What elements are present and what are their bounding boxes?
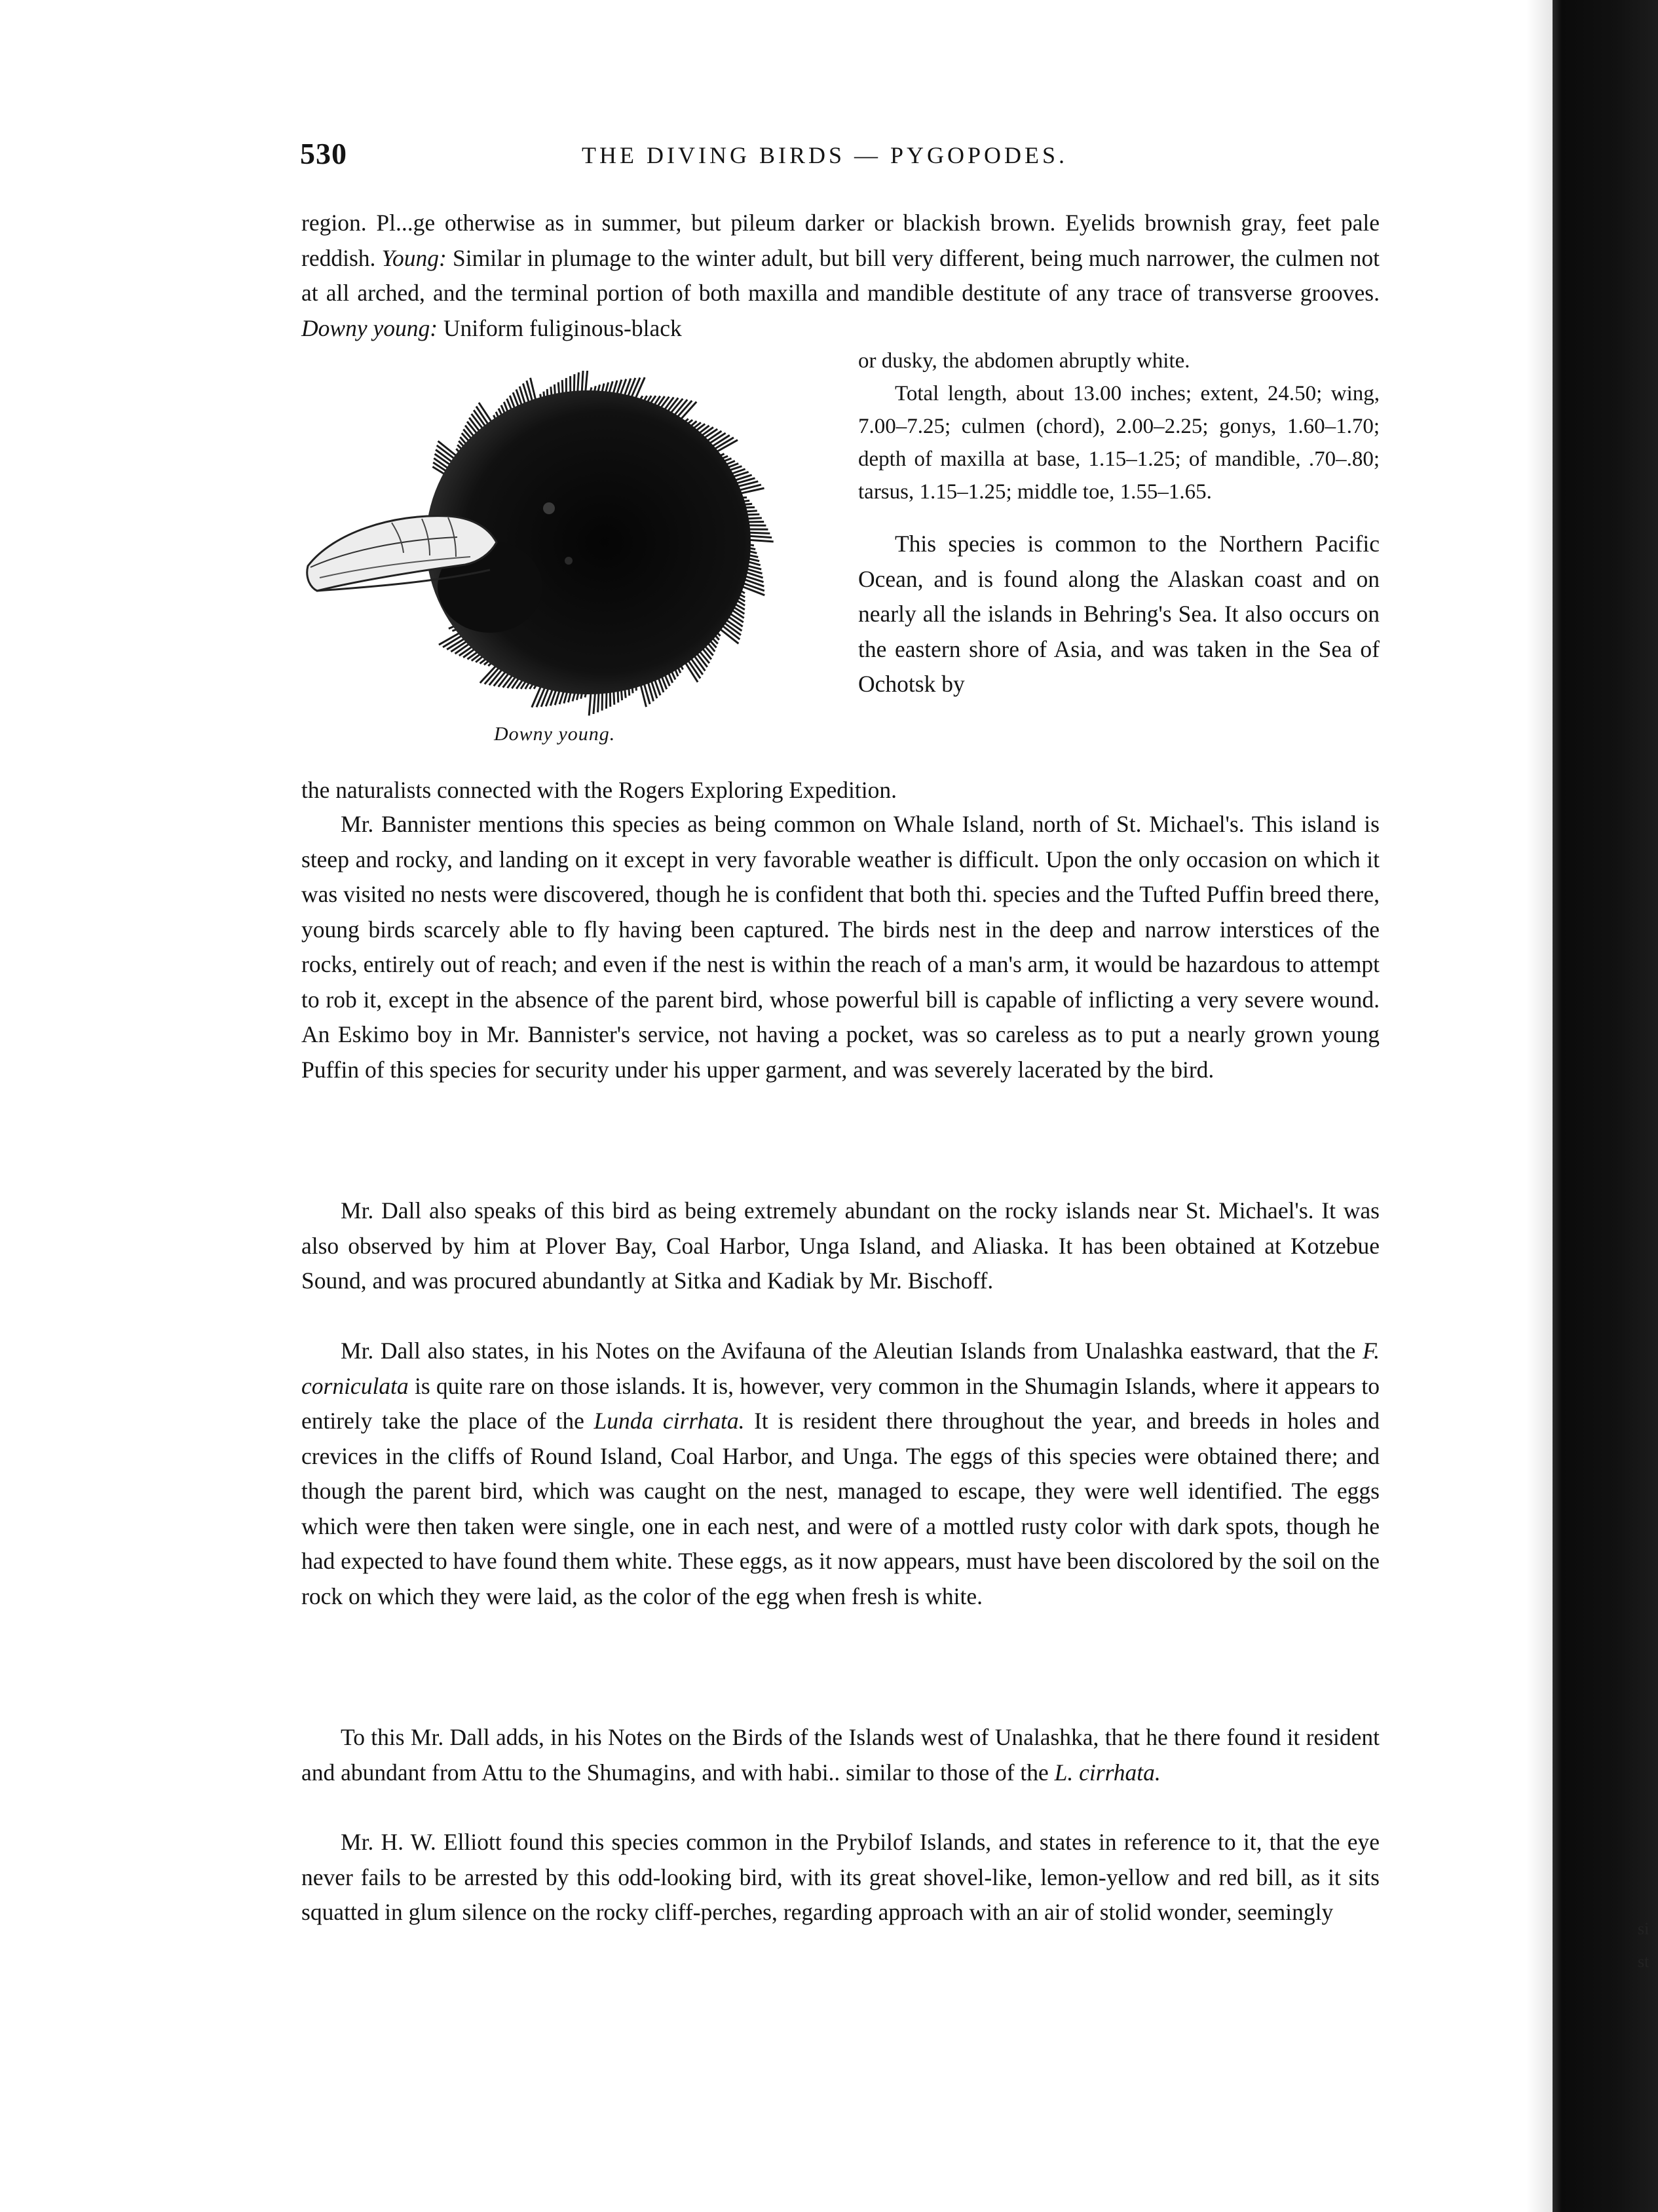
species-name: L. cirrhata. xyxy=(1054,1759,1161,1786)
distribution-end-line: the naturalists connected with the Rogers Exploring Expedition. xyxy=(301,777,897,803)
description-text: region. Pl...ge otherwise as in summer, but pileum darker or blackish brown. Eyelids brownish gray, feet pale reddish. xyxy=(301,210,1380,271)
downy-text: Uniform fuliginous-black xyxy=(438,314,682,341)
dall-paragraph-3 xyxy=(301,1720,1380,1790)
page-shadow xyxy=(1526,0,1553,2212)
dall2-text-b: is quite rare on those islands. It is, however, very common in the Shumagin Islands, where it appears to entirely take the place of the xyxy=(301,1372,1380,1434)
downy-young-figure xyxy=(293,371,811,764)
young-text: Similar in plumage to the winter adult, but bill very different, being much narrower, the culmen not at all arched, and the terminal portion of both maxilla and mandible destitute of any trace of transverse grooves. xyxy=(301,244,1380,306)
bleed-line: st xyxy=(1638,1952,1649,1971)
dall2-text-c: It is resident there throughout the year, and breeds in holes and crevices in the cliffs of Round Island, Coal Harbor, and Unga. The eggs of this species were obtained there; and though the parent bird, which was caught on the nest, managed to escape, they were well identified. The eggs which were then taken were single, one in each nest, and were of a mottled rusty color with dark spots, though he had expected to have found them white. These eggs, as it now appears, must have been discolored by the soil on the rock on which they were laid, as the color of the egg when fresh is white. xyxy=(301,1408,1380,1609)
running-title: THE DIVING BIRDS — PYGOPODES. xyxy=(582,142,1068,168)
page-number: 530 xyxy=(300,137,347,170)
figure-caption: Downy young. xyxy=(494,723,616,745)
bannister-paragraph: Mr. Bannister mentions this species as being common on Whale Island, north of St. Michael's. This island is steep and rocky, and landing on it except in very favorable weather is difficult. Upon the only occasion on which it was visited no nests were discovered, though he is confident that both thi. species and the Tufted Puffin breed there, young birds scarcely able to fly having been captured. The birds nest in the deep and narrow interstices of the rocks, entirely out of reach; and even if the nest is within the reach of a man's arm, it would be hazardous to attempt to rob it, except in the absence of the parent bird, whose powerful bill is capable of inflicting a very severe wound. An Eskimo boy in Mr. Bannister's service, not having a pocket, was so careless as to put a nearly grown young Puffin of this species for security under his upper garment, and was severely lacerated by the bird. xyxy=(301,811,1380,1083)
dall-paragraph-2 xyxy=(301,1334,1380,1614)
elliott-paragraph: Mr. H. W. Elliott found this species common in the Prybilof Islands, and states in reference to it, that the eye never fails to be arrested by this odd-looking bird, with its great shovel-like, lemon-yellow and red bill, as it sits squatted in glum silence on the rocky cliff-perches, regarding approach with an air of stolid wonder, seemingly xyxy=(301,1829,1380,1925)
scanner-edge xyxy=(1553,0,1658,2212)
distribution-paragraph: This species is common to the Northern Pacific Ocean, and is found along the Alaskan coast and on nearly all the islands in Behring's Sea. It also occurs on the eastern shore of Asia, and was taken in the Sea of Ochotsk by xyxy=(858,531,1380,697)
downy-continuation: or dusky, the abdomen abruptly white. xyxy=(858,349,1190,373)
downy-puffin-chick-head-icon xyxy=(293,371,811,718)
bleed-line: si xyxy=(1638,1919,1649,1938)
wrapped-text-column xyxy=(858,345,1380,702)
description-paragraph xyxy=(301,206,1380,346)
dall2-text-a: Mr. Dall also states, in his Notes on the Avifauna of the Aleutian Islands from Unalashka eastward, that the xyxy=(341,1338,1363,1364)
dall3-text-a: To this Mr. Dall adds, in his Notes on the Birds of the Islands west of Unalashka, that he there found it resident and abundant from Attu to the Shumagins, and with habi.. similar to those of the xyxy=(301,1724,1380,1786)
downy-label: Downy young: xyxy=(301,314,438,341)
species-name: F. corniculata xyxy=(301,1338,1380,1399)
measurements-paragraph: Total length, about 13.00 inches; extent, 24.50; wing, 7.00–7.25; culmen (chord), 2.00–2.25; gonys, 1.60–1.70; depth of maxilla at base, 1.15–1.25; of mandible, .70–.80; tarsus, 1.15–1.25; middle toe, 1.55–1.65. xyxy=(858,382,1380,504)
adjacent-page-bleed xyxy=(1638,1913,1656,1978)
young-label: Young: xyxy=(381,244,447,271)
species-name: Lunda cirrhata. xyxy=(593,1408,745,1434)
running-head xyxy=(300,136,1381,182)
dall-paragraph-1: Mr. Dall also speaks of this bird as being extremely abundant on the rocky islands near St. Michael's. It was also observed by him at Plover Bay, Coal Harbor, Unga Island, and Aliaska. It has been obtained at Kotzebue Sound, and was procured abundantly at Sitka and Kadiak by Mr. Bischoff. xyxy=(301,1197,1380,1294)
